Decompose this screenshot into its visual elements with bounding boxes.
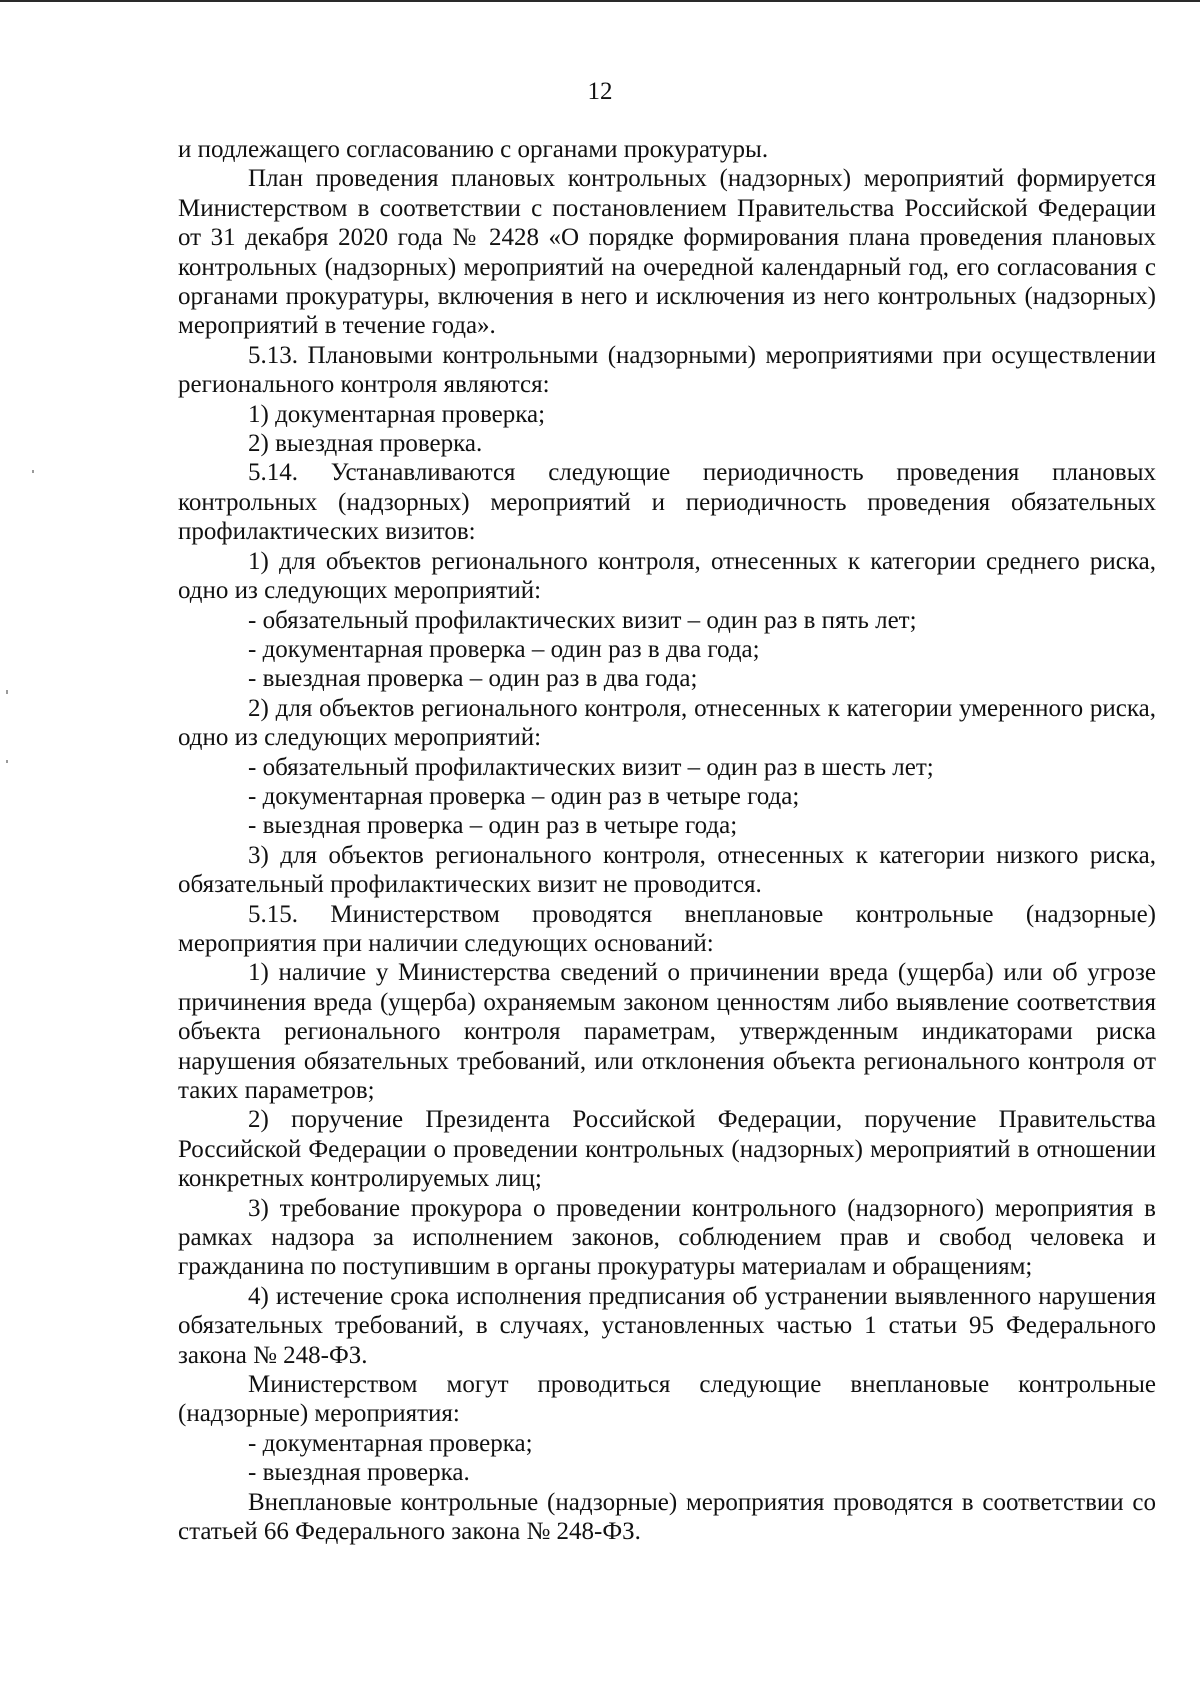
list-item: 3) требование прокурора о проведении контрольного (надзорного) мероприятия в рамках надзора за исполнением законов, соблюдением прав и свобод человека и гражданина по поступившим в органы прокуратуры материалам и обращениям; (178, 1194, 1156, 1281)
scan-mark (6, 690, 8, 694)
list-item: - выездная проверка – один раз в два года; (248, 665, 698, 693)
list-item: - обязательный профилактических визит – один раз в шесть лет; (248, 753, 934, 781)
scan-mark (6, 760, 8, 763)
paragraph: Внеплановые контрольные (надзорные) мероприятия проводятся в соответствии со статьей 66 Федерального закона № 248-ФЗ. (178, 1488, 1156, 1546)
list-item: 1) для объектов регионального контроля, отнесенных к категории среднего риска, одно из следующих мероприятий: (178, 547, 1156, 605)
list-item: 4) истечение срока исполнения предписания об устранении выявленного нарушения обязательных требований, в случаях, установленных частью 1 статьи 95 Федерального закона № 248-ФЗ. (178, 1282, 1156, 1369)
paragraph: и подлежащего согласованию с органами прокуратуры. (178, 136, 769, 163)
list-item: - выездная проверка. (248, 1459, 470, 1487)
document-body (178, 135, 1156, 1547)
list-item: 1) документарная проверка; (248, 400, 546, 428)
paragraph: Министерством могут проводиться следующие внеплановые контрольные (надзорные) мероприятия: (178, 1371, 1156, 1428)
list-item: - обязательный профилактических визит – один раз в пять лет; (248, 606, 917, 634)
list-item: 2) для объектов регионального контроля, отнесенных к категории умеренного риска, одно из следующих мероприятий: (178, 694, 1156, 752)
section-5-15: 5.15. Министерством проводятся внеплановые контрольные (надзорные) мероприятия при наличии следующих оснований: (178, 900, 1156, 957)
list-item: 3) для объектов регионального контроля, отнесенных к категории низкого риска, обязательный профилактических визит не проводится. (178, 841, 1156, 899)
list-item: - документарная проверка; (248, 1429, 533, 1457)
list-item: - документарная проверка – один раз в четыре года; (248, 782, 800, 810)
list-item: 2) выездная проверка. (248, 430, 483, 458)
section-5-13: 5.13. Плановыми контрольными (надзорными) мероприятиями при осуществлении регионального контроля являются: (178, 341, 1156, 399)
list-item: - документарная проверка – один раз в два года; (248, 635, 760, 663)
page-number: 12 (587, 78, 613, 105)
section-5-14: 5.14. Устанавливаются следующие периодичность проведения плановых контрольных (надзорных) мероприятий и периодичность проведения обязательных профилактических визитов: (178, 459, 1156, 546)
scan-mark (32, 470, 34, 473)
scan-top-edge (0, 0, 1200, 2)
paragraph: План проведения плановых контрольных (надзорных) мероприятий формируется Министерством в соответствии с постановлением Правительства Российской Федерации от 31 декабря 2020 года № 2428 «О порядке формирования плана проведения плановых контрольных (надзорных) мероприятий на очередной календарный год, его согласования с органами прокуратуры, включения в него и исключения из него контрольных (надзорных) мероприятий в течение года». (178, 165, 1156, 340)
list-item: 2) поручение Президента Российской Федерации, поручение Правительства Российской Федерации о проведении контрольных (надзорных) мероприятий в отношении конкретных контролируемых лиц; (178, 1106, 1156, 1193)
list-item: - выездная проверка – один раз в четыре года; (248, 812, 738, 840)
list-item: 1) наличие у Министерства сведений о причинении вреда (ущерба) или об угрозе причинения вреда (ущерба) охраняемым законом ценностям либо выявление соответствия объекта регионального контроля параметрам, утвержденным индикаторами риска нарушения обязательных требований, или отклонения объекта регионального контроля от таких параметров; (178, 959, 1156, 1104)
